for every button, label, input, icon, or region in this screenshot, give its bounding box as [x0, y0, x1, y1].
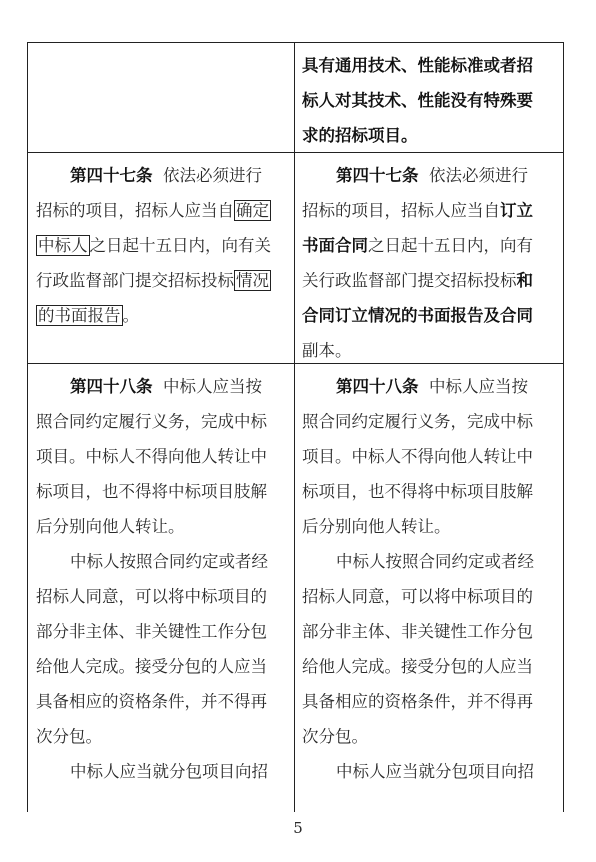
article-title: 第四十八条 — [336, 377, 419, 396]
boxed-text: 中标人 — [38, 236, 88, 255]
text-line: 项目。中标人不得向他人转让中 — [302, 447, 533, 466]
article-48-old — [36, 369, 286, 789]
text-line: 给他人完成。接受分包的人应当 — [302, 657, 533, 676]
text-line: 项目。中标人不得向他人转让中 — [36, 447, 267, 466]
text-line: 具有通用技术、性能标准或者招 — [302, 56, 533, 75]
row-border-top — [28, 42, 563, 43]
page-number: 5 — [293, 819, 303, 837]
text-span: 招标的项目，招标人应当自 — [302, 201, 500, 220]
text-line — [36, 158, 286, 193]
text-line: 后分别向他人转让。 — [36, 517, 185, 536]
text-span: 之日起十五日内，向有关 — [89, 236, 271, 255]
text-line: 后分别向他人转让。 — [302, 517, 451, 536]
text-span: 依法必须进行 — [429, 166, 528, 185]
text-line: 中标人应当就分包项目向招 — [336, 762, 534, 781]
text-line: 标人对其技术、性能没有特殊要 — [302, 91, 533, 110]
row0-right-cell — [302, 48, 557, 153]
text-line: 求的招标项目。 — [302, 126, 418, 145]
article-47-new — [302, 158, 557, 368]
text-line: 具备相应的资格条件，并不得再 — [302, 692, 533, 711]
text-line: 部分非主体、非关键性工作分包 — [302, 622, 533, 641]
text-span: 中标人应当按 — [163, 377, 262, 396]
text-line: 部分非主体、非关键性工作分包 — [36, 622, 267, 641]
text-line — [302, 369, 557, 404]
boxed-text: 确定 — [236, 201, 269, 220]
bold-text: 订立 — [500, 201, 533, 220]
bold-text: 书面合同 — [302, 236, 368, 255]
text-line — [36, 369, 286, 404]
text-span: 中标人应当按 — [429, 377, 528, 396]
text-line: 标项目，也不得将中标项目肢解 — [302, 482, 533, 501]
text-line: 照合同约定履行义务，完成中标 — [36, 412, 267, 431]
text-line: 合同订立情况的书面报告及合同 — [302, 306, 533, 325]
text-span: 关行政监督部门提交招标投标 — [302, 271, 517, 290]
text-line: 具备相应的资格条件，并不得再 — [36, 692, 267, 711]
text-span: 依法必须进行 — [163, 166, 262, 185]
text-line — [36, 228, 286, 263]
text-line: 标项目，也不得将中标项目肢解 — [36, 482, 267, 501]
article-title: 第四十七条 — [336, 166, 419, 185]
text-span: 行政监督部门提交招标投标 — [36, 271, 234, 290]
text-line: 照合同约定履行义务，完成中标 — [302, 412, 533, 431]
text-span: 招标的项目，招标人应当自 — [36, 201, 234, 220]
text-line: 招标人同意，可以将中标项目的 — [302, 587, 533, 606]
text-line: 中标人按照合同约定或者经 — [336, 552, 534, 571]
text-line: 给他人完成。接受分包的人应当 — [36, 657, 267, 676]
comparison-table — [27, 42, 564, 812]
article-title: 第四十八条 — [70, 377, 153, 396]
text-line — [36, 298, 286, 333]
text-line — [302, 228, 557, 263]
column-divider — [294, 42, 295, 812]
text-span: 之日起十五日内，向有 — [368, 236, 533, 255]
text-line: 次分包。 — [36, 727, 102, 746]
text-line — [302, 263, 557, 298]
text-line — [302, 193, 557, 228]
text-line: 副本。 — [302, 341, 352, 360]
text-line: 中标人应当就分包项目向招 — [70, 762, 268, 781]
text-line: 次分包。 — [302, 727, 368, 746]
text-line: 招标人同意，可以将中标项目的 — [36, 587, 267, 606]
boxed-text: 的书面报告 — [38, 306, 121, 325]
text-line — [36, 263, 286, 298]
text-line — [36, 193, 286, 228]
text-span: 。 — [122, 306, 139, 325]
text-line — [302, 158, 557, 193]
bold-text: 和 — [516, 271, 533, 290]
article-title: 第四十七条 — [70, 166, 153, 185]
boxed-text: 情况 — [236, 271, 269, 290]
article-47-old — [36, 158, 286, 333]
text-line: 中标人按照合同约定或者经 — [70, 552, 268, 571]
article-48-new — [302, 369, 557, 789]
